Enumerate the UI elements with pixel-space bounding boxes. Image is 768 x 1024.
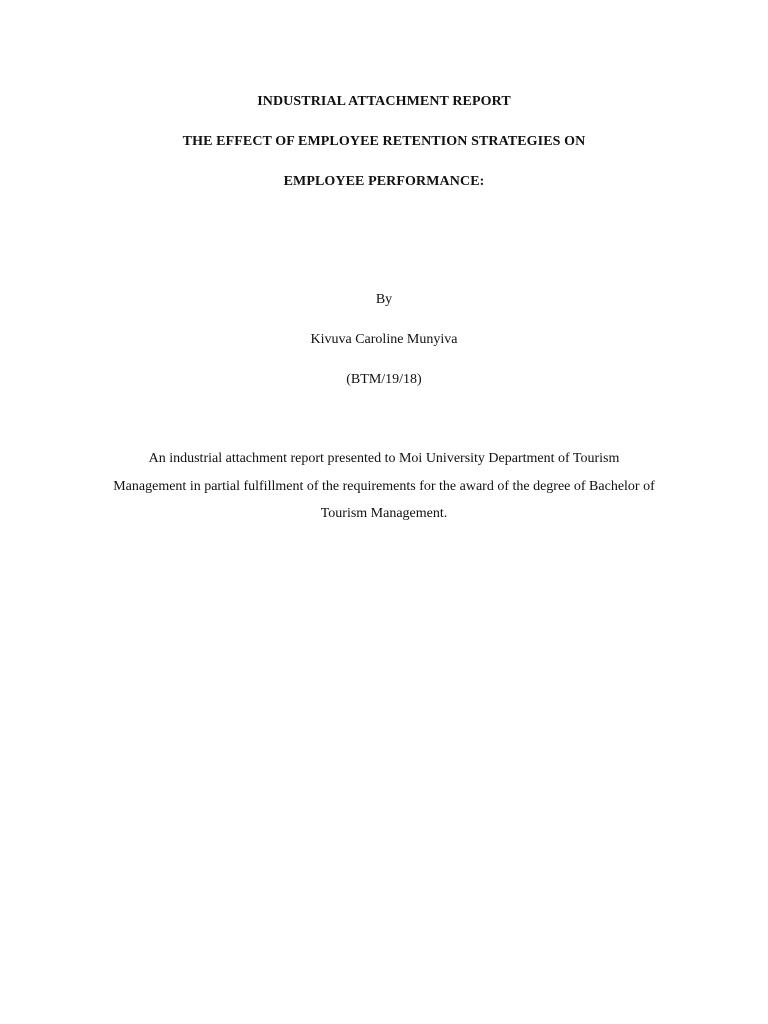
by-label: By [375, 292, 393, 307]
statement-line-3: Tourism Management. [320, 506, 448, 521]
statement-line-1: An industrial attachment report presented to Moi University Department of Tourism [148, 451, 620, 466]
report-title-line-1: THE EFFECT OF EMPLOYEE RETENTION STRATEGIES ON [182, 134, 586, 149]
report-type-heading: INDUSTRIAL ATTACHMENT REPORT [257, 94, 511, 109]
registration-number: (BTM/19/18) [346, 372, 422, 387]
author-name: Kivuva Caroline Munyiva [310, 332, 458, 347]
statement-line-2: Management in partial fulfillment of the requirements for the award of the degree of Bachelor of [113, 479, 655, 494]
report-title-line-2: EMPLOYEE PERFORMANCE: [283, 174, 485, 189]
